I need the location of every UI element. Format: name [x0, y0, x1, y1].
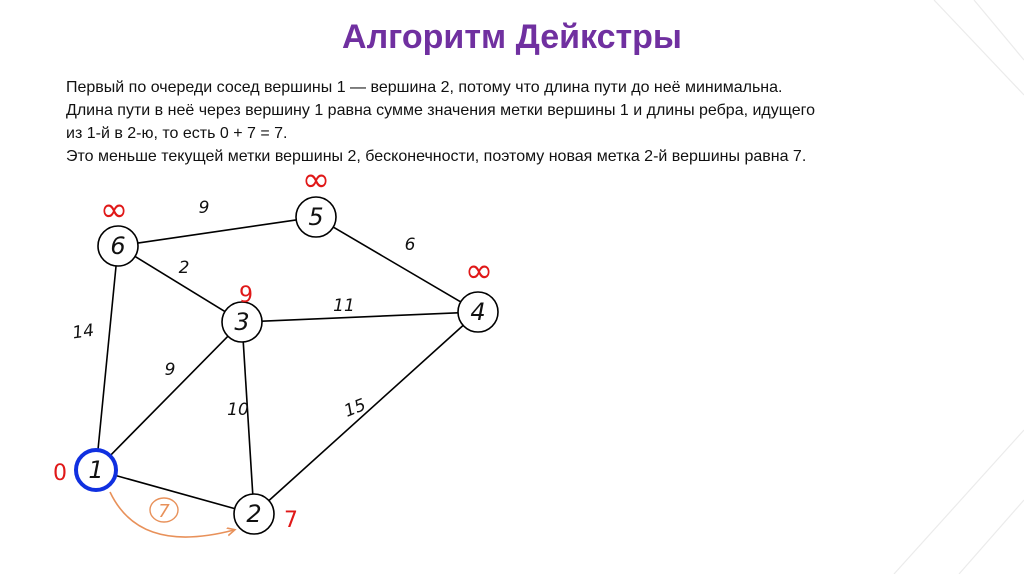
node-label: 6 — [110, 232, 126, 260]
edge-5-4 — [333, 227, 460, 302]
edge-3-4 — [262, 313, 458, 321]
edge-weight-label: 10 — [227, 400, 249, 420]
edge-weight-label: 6 — [404, 235, 416, 255]
edge-weight-label: 9 — [164, 360, 176, 380]
node-label: 4 — [470, 298, 486, 326]
step-weight-label: 7 — [158, 501, 170, 522]
slide-title: Алгоритм Дейкстры — [342, 18, 682, 56]
edge-weight-label: 11 — [333, 296, 355, 316]
node-label: 3 — [234, 308, 250, 336]
node-label: 2 — [246, 500, 262, 528]
edge-1-3 — [110, 336, 228, 456]
description-line: из 1-й в 2-ю, то есть 0 + 7 = 7. — [66, 125, 288, 142]
node-mark: 0 — [53, 461, 67, 486]
edge-weight-label: 9 — [198, 198, 210, 218]
infinity-mark-icon: ∞ — [464, 251, 494, 291]
edge-weight-label: 15 — [341, 395, 369, 422]
description-line: Первый по очереди сосед вершины 1 — вершина 2, потому что длина пути до неё минимальна. — [66, 79, 783, 96]
node-label: 5 — [308, 203, 324, 231]
edge-weight-label: 14 — [71, 320, 96, 344]
description-line: Это меньше текущей метки вершины 2, бесконечности, поэтому новая метка 2-й вершины равна 7. — [66, 148, 807, 165]
edge-6-1 — [98, 266, 116, 450]
edge-weight-label: 2 — [178, 258, 190, 278]
edge-6-5 — [138, 220, 296, 243]
node-label: 1 — [88, 456, 104, 484]
description-line: Длина пути в неё через вершину 1 равна сумме значения метки вершины 1 и длины ребра, идущего — [66, 102, 816, 119]
node-mark: 7 — [284, 508, 298, 533]
infinity-mark-icon: ∞ — [301, 160, 331, 200]
infinity-mark-icon: ∞ — [99, 190, 129, 230]
node-mark: 9 — [239, 283, 253, 308]
